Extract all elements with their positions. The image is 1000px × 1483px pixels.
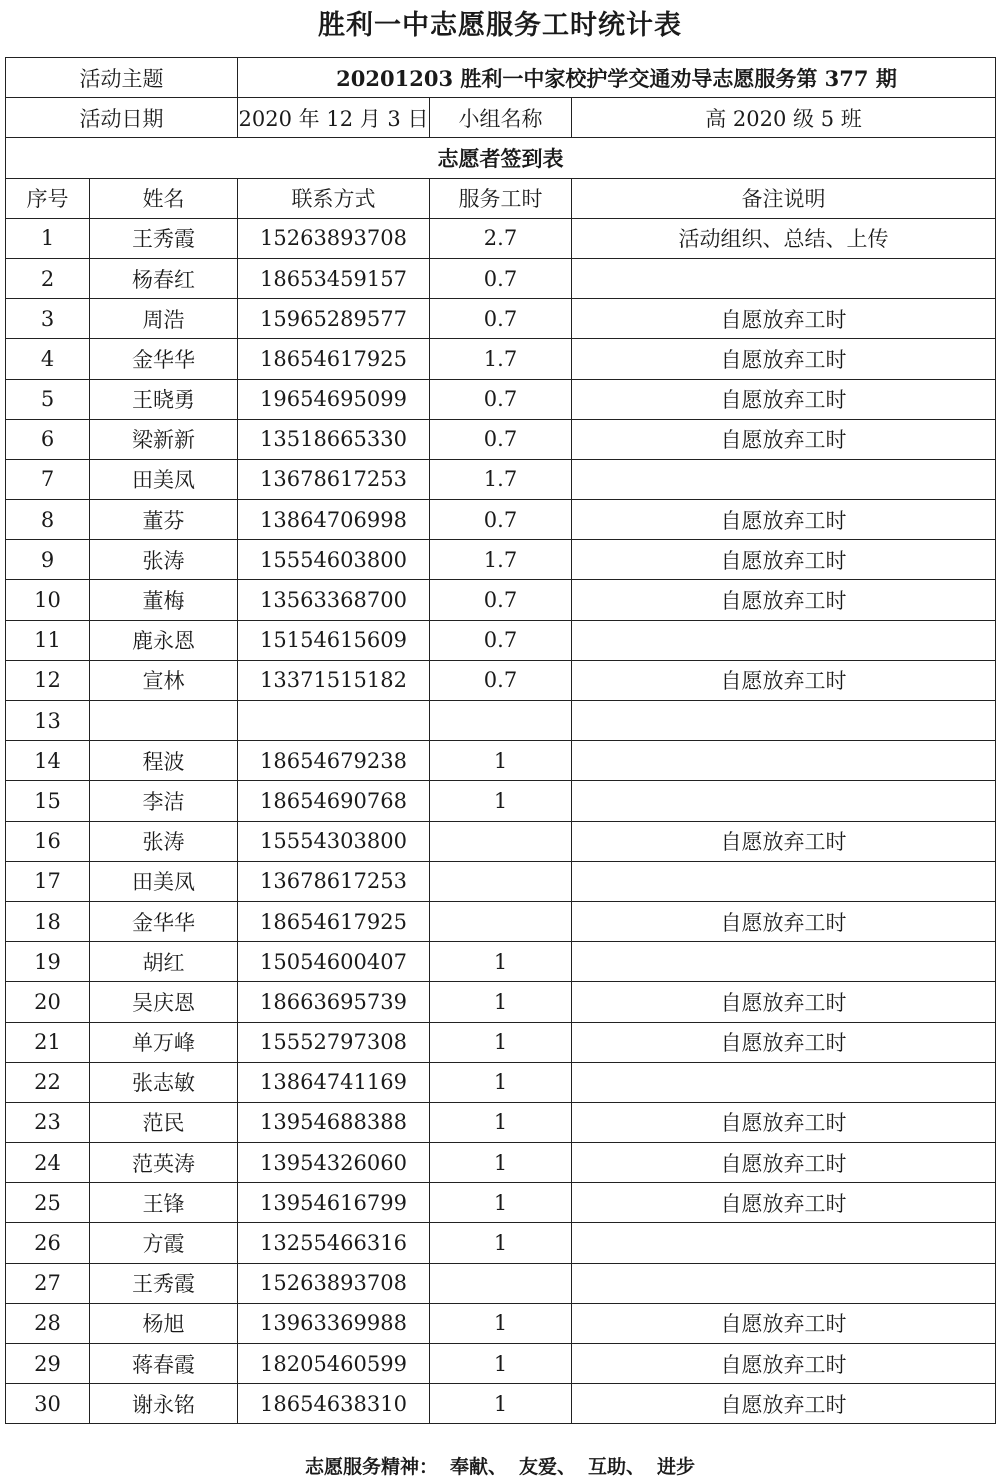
footer-value: 互助、 xyxy=(588,1456,646,1478)
service-hours: 0.7 xyxy=(430,419,572,459)
remark: 自愿放弃工时 xyxy=(572,1143,996,1183)
service-hours: 0.7 xyxy=(430,299,572,339)
remark: 自愿放弃工时 xyxy=(572,821,996,861)
row-number: 3 xyxy=(6,299,90,339)
remark xyxy=(572,701,996,741)
row-number: 25 xyxy=(6,1183,90,1223)
table-row xyxy=(6,339,996,379)
phone-number: 15554603800 xyxy=(238,540,430,580)
row-number: 8 xyxy=(6,500,90,540)
volunteer-name xyxy=(90,701,238,741)
row-number: 21 xyxy=(6,1022,90,1062)
phone-number: 15054600407 xyxy=(238,942,430,982)
remark: 自愿放弃工时 xyxy=(572,982,996,1022)
service-hours: 0.7 xyxy=(430,500,572,540)
row-number: 18 xyxy=(6,901,90,941)
row-number: 6 xyxy=(6,419,90,459)
service-hours: 1.7 xyxy=(430,459,572,499)
volunteer-name: 董梅 xyxy=(90,580,238,620)
remark xyxy=(572,459,996,499)
row-number: 11 xyxy=(6,620,90,660)
remark xyxy=(572,861,996,901)
volunteer-name: 范英涛 xyxy=(90,1143,238,1183)
volunteer-name: 李洁 xyxy=(90,781,238,821)
remark: 自愿放弃工时 xyxy=(572,419,996,459)
table-row xyxy=(6,580,996,620)
volunteer-name: 王秀霞 xyxy=(90,218,238,258)
row-number: 14 xyxy=(6,741,90,781)
volunteer-name: 胡红 xyxy=(90,942,238,982)
table-row xyxy=(6,701,996,741)
table-row xyxy=(6,299,996,339)
phone-number: 18205460599 xyxy=(238,1344,430,1384)
table-row xyxy=(6,500,996,540)
section-row xyxy=(6,138,996,178)
volunteer-name: 梁新新 xyxy=(90,419,238,459)
table-row xyxy=(6,1062,996,1102)
footer-value: 友爱、 xyxy=(518,1456,576,1478)
remark xyxy=(572,781,996,821)
table-row xyxy=(6,660,996,700)
phone-number: 18654679238 xyxy=(238,741,430,781)
table-row xyxy=(6,942,996,982)
row-number: 29 xyxy=(6,1344,90,1384)
table-row xyxy=(6,1303,996,1343)
volunteer-name: 程波 xyxy=(90,741,238,781)
volunteer-name: 金华华 xyxy=(90,339,238,379)
volunteer-name: 张涛 xyxy=(90,821,238,861)
phone-number: 15552797308 xyxy=(238,1022,430,1062)
remark xyxy=(572,942,996,982)
row-number: 10 xyxy=(6,580,90,620)
volunteer-name: 田美凤 xyxy=(90,459,238,499)
service-hours: 0.7 xyxy=(430,660,572,700)
service-hours: 2.7 xyxy=(430,218,572,258)
row-number: 22 xyxy=(6,1062,90,1102)
phone-number: 13954326060 xyxy=(238,1143,430,1183)
remark: 活动组织、总结、上传 xyxy=(572,218,996,258)
row-number: 15 xyxy=(6,781,90,821)
volunteer-name: 鹿永恩 xyxy=(90,620,238,660)
service-hours xyxy=(430,701,572,741)
table-row xyxy=(6,781,996,821)
phone-number: 18653459157 xyxy=(238,258,430,298)
phone-number: 19654695099 xyxy=(238,379,430,419)
table-row xyxy=(6,1022,996,1062)
remark: 自愿放弃工时 xyxy=(572,1102,996,1142)
volunteer-name: 王晓勇 xyxy=(90,379,238,419)
service-hours: 0.7 xyxy=(430,620,572,660)
service-hours: 1 xyxy=(430,1022,572,1062)
row-number: 1 xyxy=(6,218,90,258)
table-row xyxy=(6,620,996,660)
row-number: 4 xyxy=(6,339,90,379)
row-number: 27 xyxy=(6,1263,90,1303)
phone-number: 18663695739 xyxy=(238,982,430,1022)
row-number: 30 xyxy=(6,1384,90,1424)
phone-number: 13563368700 xyxy=(238,580,430,620)
footer-motto xyxy=(0,1452,1000,1482)
phone-number: 13963369988 xyxy=(238,1303,430,1343)
service-hours: 1 xyxy=(430,1143,572,1183)
remark: 自愿放弃工时 xyxy=(572,339,996,379)
table-row xyxy=(6,540,996,580)
group-value: 高 2020 级 5 班 xyxy=(572,98,996,138)
phone-number: 13371515182 xyxy=(238,660,430,700)
remark: 自愿放弃工时 xyxy=(572,540,996,580)
remark: 自愿放弃工时 xyxy=(572,901,996,941)
row-number: 13 xyxy=(6,701,90,741)
volunteer-name: 周浩 xyxy=(90,299,238,339)
service-hours: 1.7 xyxy=(430,540,572,580)
column-header-no: 序号 xyxy=(6,178,90,218)
row-number: 28 xyxy=(6,1303,90,1343)
service-hours: 1 xyxy=(430,942,572,982)
column-header-hours: 服务工时 xyxy=(430,178,572,218)
remark: 自愿放弃工时 xyxy=(572,1022,996,1062)
table-row xyxy=(6,1102,996,1142)
service-hours: 1 xyxy=(430,1303,572,1343)
page-title: 胜利一中志愿服务工时统计表 xyxy=(318,10,682,41)
table-row xyxy=(6,379,996,419)
theme-row xyxy=(6,58,996,98)
volunteer-name: 杨春红 xyxy=(90,258,238,298)
phone-number: 18654617925 xyxy=(238,339,430,379)
volunteer-name: 田美凤 xyxy=(90,861,238,901)
service-hours xyxy=(430,861,572,901)
service-hours xyxy=(430,901,572,941)
volunteer-hours-table xyxy=(5,57,996,1424)
phone-number: 13518665330 xyxy=(238,419,430,459)
column-header-name: 姓名 xyxy=(90,178,238,218)
phone-number: 18654690768 xyxy=(238,781,430,821)
date-label: 活动日期 xyxy=(6,98,238,138)
table-row xyxy=(6,1143,996,1183)
phone-number: 13954616799 xyxy=(238,1183,430,1223)
table-row xyxy=(6,821,996,861)
remark: 自愿放弃工时 xyxy=(572,379,996,419)
table-row xyxy=(6,258,996,298)
service-hours xyxy=(430,821,572,861)
phone-number: 13255466316 xyxy=(238,1223,430,1263)
service-hours: 1 xyxy=(430,781,572,821)
phone-number: 13864741169 xyxy=(238,1062,430,1102)
table-row xyxy=(6,901,996,941)
table-row xyxy=(6,1183,996,1223)
footer-value: 奉献、 xyxy=(449,1456,507,1478)
remark xyxy=(572,1062,996,1102)
row-number: 17 xyxy=(6,861,90,901)
table-row xyxy=(6,459,996,499)
table-row xyxy=(6,982,996,1022)
remark: 自愿放弃工时 xyxy=(572,500,996,540)
column-header-row xyxy=(6,178,996,218)
service-hours: 1 xyxy=(430,1102,572,1142)
volunteer-name: 蒋春霞 xyxy=(90,1344,238,1384)
volunteer-name: 张涛 xyxy=(90,540,238,580)
column-header-phone: 联系方式 xyxy=(238,178,430,218)
volunteer-name: 宣林 xyxy=(90,660,238,700)
column-header-note: 备注说明 xyxy=(572,178,996,218)
volunteer-name: 方霞 xyxy=(90,1223,238,1263)
phone-number: 13954688388 xyxy=(238,1102,430,1142)
phone-number xyxy=(238,701,430,741)
volunteer-name: 王锋 xyxy=(90,1183,238,1223)
remark: 自愿放弃工时 xyxy=(572,1183,996,1223)
remark: 自愿放弃工时 xyxy=(572,299,996,339)
phone-number: 15263893708 xyxy=(238,1263,430,1303)
theme-label: 活动主题 xyxy=(6,58,238,98)
service-hours: 1 xyxy=(430,1062,572,1102)
phone-number: 13864706998 xyxy=(238,500,430,540)
table-row xyxy=(6,218,996,258)
remark xyxy=(572,741,996,781)
table-row xyxy=(6,1384,996,1424)
row-number: 23 xyxy=(6,1102,90,1142)
service-hours: 1 xyxy=(430,982,572,1022)
service-hours: 1 xyxy=(430,741,572,781)
remark xyxy=(572,1263,996,1303)
table-row xyxy=(6,1223,996,1263)
volunteer-name: 张志敏 xyxy=(90,1062,238,1102)
group-label: 小组名称 xyxy=(430,98,572,138)
theme-value: 20201203 胜利一中家校护学交通劝导志愿服务第 377 期 xyxy=(238,58,996,98)
row-number: 26 xyxy=(6,1223,90,1263)
row-number: 2 xyxy=(6,258,90,298)
row-number: 19 xyxy=(6,942,90,982)
remark: 自愿放弃工时 xyxy=(572,660,996,700)
volunteer-name: 金华华 xyxy=(90,901,238,941)
row-number: 24 xyxy=(6,1143,90,1183)
phone-number: 18654617925 xyxy=(238,901,430,941)
volunteer-name: 单万峰 xyxy=(90,1022,238,1062)
service-hours: 1 xyxy=(430,1384,572,1424)
row-number: 7 xyxy=(6,459,90,499)
volunteer-name: 杨旭 xyxy=(90,1303,238,1343)
phone-number: 13678617253 xyxy=(238,459,430,499)
footer-label: 志愿服务精神： xyxy=(304,1456,438,1478)
phone-number: 15554303800 xyxy=(238,821,430,861)
row-number: 20 xyxy=(6,982,90,1022)
service-hours: 0.7 xyxy=(430,258,572,298)
remark xyxy=(572,1223,996,1263)
phone-number: 18654638310 xyxy=(238,1384,430,1424)
row-number: 16 xyxy=(6,821,90,861)
remark: 自愿放弃工时 xyxy=(572,1344,996,1384)
service-hours: 0.7 xyxy=(430,580,572,620)
service-hours: 1.7 xyxy=(430,339,572,379)
table-row xyxy=(6,741,996,781)
phone-number: 15154615609 xyxy=(238,620,430,660)
phone-number: 15965289577 xyxy=(238,299,430,339)
volunteer-name: 王秀霞 xyxy=(90,1263,238,1303)
table-row xyxy=(6,1344,996,1384)
section-title: 志愿者签到表 xyxy=(6,138,996,178)
phone-number: 15263893708 xyxy=(238,218,430,258)
remark: 自愿放弃工时 xyxy=(572,1303,996,1343)
table-row xyxy=(6,1263,996,1303)
row-number: 9 xyxy=(6,540,90,580)
volunteer-name: 范民 xyxy=(90,1102,238,1142)
service-hours xyxy=(430,1263,572,1303)
remark xyxy=(572,620,996,660)
remark: 自愿放弃工时 xyxy=(572,580,996,620)
service-hours: 1 xyxy=(430,1344,572,1384)
table-row xyxy=(6,861,996,901)
date-row xyxy=(6,98,996,138)
date-value: 2020 年 12 月 3 日 xyxy=(238,98,430,138)
service-hours: 1 xyxy=(430,1183,572,1223)
remark: 自愿放弃工时 xyxy=(572,1384,996,1424)
volunteer-name: 吴庆恩 xyxy=(90,982,238,1022)
row-number: 5 xyxy=(6,379,90,419)
phone-number: 13678617253 xyxy=(238,861,430,901)
remark xyxy=(572,258,996,298)
service-hours: 0.7 xyxy=(430,379,572,419)
table-row xyxy=(6,419,996,459)
service-hours: 1 xyxy=(430,1223,572,1263)
volunteer-name: 董芬 xyxy=(90,500,238,540)
row-number: 12 xyxy=(6,660,90,700)
footer-value: 进步 xyxy=(657,1456,696,1478)
volunteer-name: 谢永铭 xyxy=(90,1384,238,1424)
